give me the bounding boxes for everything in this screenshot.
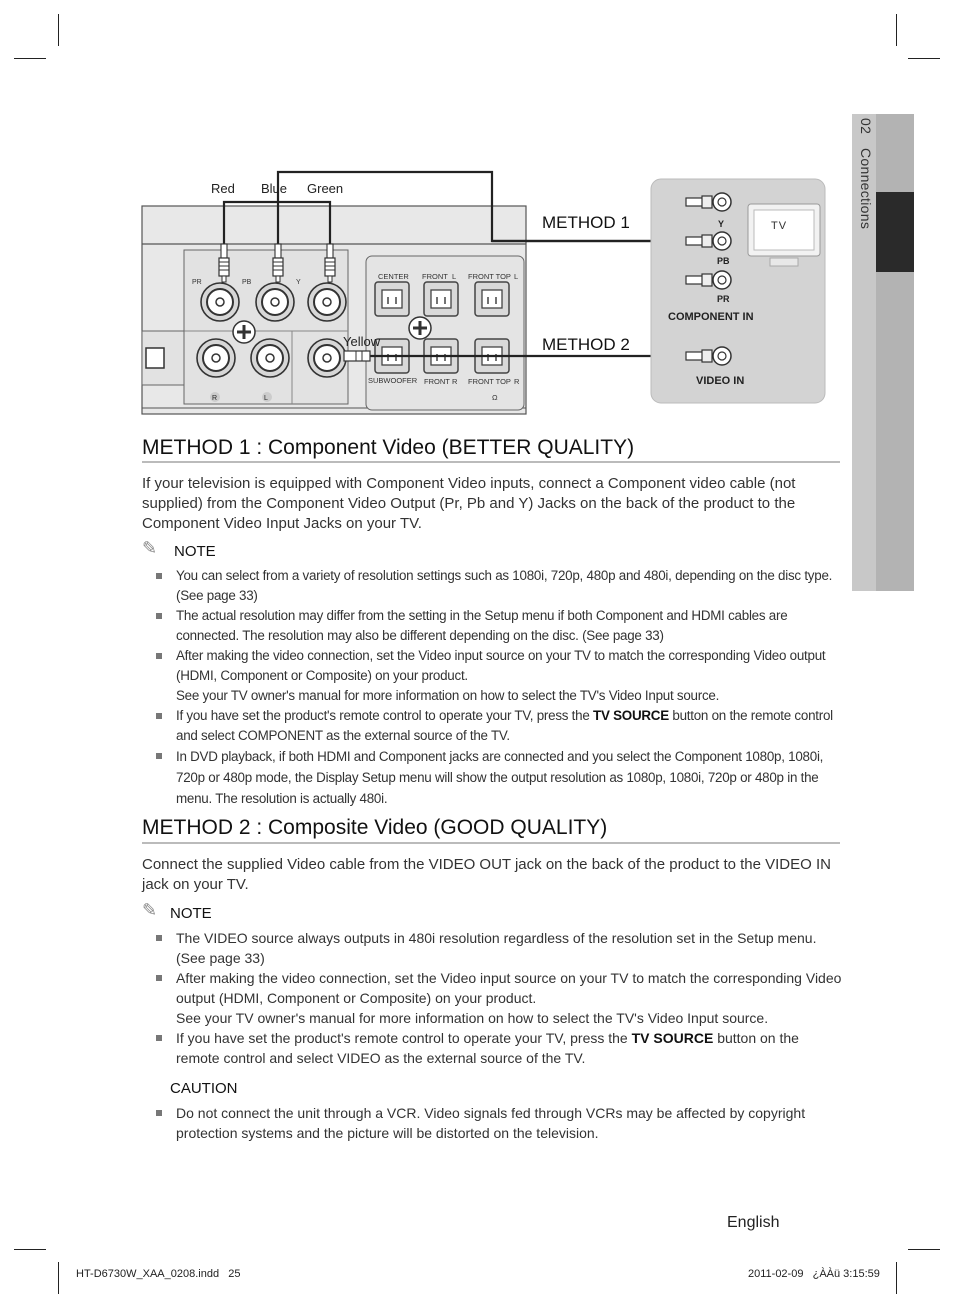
bullet-icon bbox=[156, 653, 162, 659]
method1-heading: METHOD 1 : Component Video (BETTER QUALITY) bbox=[142, 436, 635, 459]
pencil-icon: ✎ bbox=[142, 900, 158, 920]
crop-mark bbox=[896, 1262, 897, 1294]
jack-label-l: L bbox=[264, 395, 268, 402]
speaker-label-front-top-l: FRONT TOP bbox=[468, 272, 511, 281]
crop-mark bbox=[908, 58, 940, 59]
plus-icon bbox=[409, 317, 431, 339]
speaker-label-front-top-r: FRONT TOP bbox=[468, 377, 511, 386]
cable-label-yellow: Yellow bbox=[343, 334, 381, 349]
tv-source-key: TV SOURCE bbox=[631, 1030, 714, 1046]
method2-notes bbox=[156, 928, 846, 1068]
tv-jack-label-y: Y bbox=[718, 219, 725, 229]
jack-label-y: Y bbox=[296, 279, 301, 286]
tv-video-in-label: VIDEO IN bbox=[696, 375, 745, 387]
tv-source-key: TV SOURCE bbox=[593, 708, 669, 723]
list-item: After making the video connection, set the Video input source on your TV to match the corresponding Video output (HDMI, Component or Composite) on your product. See your TV owner's manual for more information on how to select the TV's Video Input source. bbox=[156, 968, 846, 1028]
crop-mark bbox=[14, 1249, 46, 1250]
crop-mark bbox=[908, 1249, 940, 1250]
bullet-icon bbox=[156, 935, 162, 941]
tv-label: TV bbox=[771, 220, 788, 232]
chapter-number: 02 bbox=[858, 118, 874, 135]
bullet-icon bbox=[156, 713, 162, 719]
speaker-label-ohm: Ω bbox=[492, 393, 498, 402]
method1-body: If your television is equipped with Component Video inputs, connect a Component video cable (not supplied) from the Component Video Output (Pr, Pb and Y) Jacks on the back of the product to the Component Video Input Jacks on your TV. bbox=[142, 475, 796, 532]
cable-label-blue: Blue bbox=[261, 181, 288, 196]
list-item: If you have set the product's remote control to operate your TV, press the TV SOURCE button on the remote control and select VIDEO as the external source of the TV. bbox=[156, 1028, 846, 1068]
footer-timestamp: 2011-02-09 ¿ÀÀü 3:15:59 bbox=[748, 1268, 880, 1280]
pencil-icon: ✎ bbox=[142, 538, 158, 558]
jack-label-r: R bbox=[212, 395, 218, 402]
cable-label-green: Green bbox=[307, 181, 344, 196]
caution-list bbox=[156, 1103, 846, 1143]
method1-label: METHOD 1 bbox=[542, 213, 630, 232]
caution-title: CAUTION bbox=[170, 1080, 238, 1097]
method1-notes bbox=[156, 566, 846, 809]
tv-component-in-label: COMPONENT IN bbox=[668, 311, 754, 323]
bullet-icon bbox=[156, 1035, 162, 1041]
method1-note-title: NOTE bbox=[174, 543, 216, 560]
footer-file: HT-D6730W_XAA_0208.indd 25 bbox=[76, 1268, 241, 1280]
list-item: After making the video connection, set the Video input source on your TV to match the corresponding Video output (HDMI, Component or Composite) on your product. See your TV owner's manual for more information on how to select the TV's Video Input source. bbox=[156, 646, 846, 706]
list-item: The VIDEO source always outputs in 480i resolution regardless of the resolution set in the Setup menu. (See page 33) bbox=[156, 928, 846, 968]
speaker-label-l: L bbox=[452, 272, 457, 281]
speaker-label-front-l: FRONT bbox=[422, 272, 448, 281]
chapter-title: Connections bbox=[858, 148, 874, 230]
connection-diagram bbox=[130, 168, 830, 424]
method2-note-title: NOTE bbox=[170, 905, 212, 922]
crop-mark bbox=[896, 14, 897, 46]
chapter-label bbox=[852, 118, 874, 318]
list-item: The actual resolution may differ from the setting in the Setup menu if both Component and HDMI cables are connected. The resolution may also be different depending on the disc. (See page 33) bbox=[156, 606, 846, 646]
speaker-label-r: R bbox=[514, 377, 520, 386]
method2-label: METHOD 2 bbox=[542, 335, 630, 354]
speaker-label-front-r: FRONT bbox=[424, 377, 450, 386]
method2-body: Connect the supplied Video cable from the VIDEO OUT jack on the back of the product to the VIDEO IN jack on your TV. bbox=[142, 856, 831, 893]
list-item: Do not connect the unit through a VCR. Video signals fed through VCRs may be affected by copyright protection systems and the picture will be distorted on the television. bbox=[156, 1103, 846, 1143]
chapter-tab-marker bbox=[876, 192, 914, 272]
plus-icon bbox=[233, 321, 255, 343]
crop-mark bbox=[58, 14, 59, 46]
jack-label-pr: PR bbox=[192, 279, 202, 286]
crop-mark bbox=[58, 1262, 59, 1294]
page-language: English bbox=[727, 1214, 780, 1231]
speaker-label-center: CENTER bbox=[378, 272, 409, 281]
method2-heading-rule bbox=[142, 842, 840, 844]
bullet-icon bbox=[156, 573, 162, 579]
speaker-label-subwoofer: SUBWOOFER bbox=[368, 376, 418, 385]
tv-jack-label-pr: PR bbox=[717, 294, 730, 304]
jack-label-pb: PB bbox=[242, 279, 252, 286]
speaker-label-r: R bbox=[452, 377, 458, 386]
crop-mark bbox=[14, 58, 46, 59]
method1-heading-rule bbox=[142, 461, 840, 463]
list-item: You can select from a variety of resolution settings such as 1080i, 720p, 480p and 480i, depending on the disc type. (See page 33) bbox=[156, 566, 846, 606]
tv-jack-label-pb: PB bbox=[717, 256, 730, 266]
bullet-icon bbox=[156, 613, 162, 619]
cable-label-red: Red bbox=[211, 181, 235, 196]
bullet-icon bbox=[156, 975, 162, 981]
bullet-icon bbox=[156, 1110, 162, 1116]
speaker-label-l: L bbox=[514, 272, 519, 281]
list-item: If you have set the product's remote control to operate your TV, press the TV SOURCE button on the remote control and select COMPONENT as the external source of the TV. bbox=[156, 706, 846, 746]
bullet-icon bbox=[156, 753, 162, 759]
chapter-tab-stripe bbox=[876, 114, 914, 591]
list-item: In DVD playback, if both HDMI and Component jacks are connected and you select the Component 1080p, 1080i, 720p or 480p mode, the Display Setup menu will show the output resolution as 1080p, 1080i, 720p or 480p in the menu. The resolution is actually 480i. bbox=[156, 746, 846, 809]
method2-heading: METHOD 2 : Composite Video (GOOD QUALITY) bbox=[142, 816, 608, 839]
